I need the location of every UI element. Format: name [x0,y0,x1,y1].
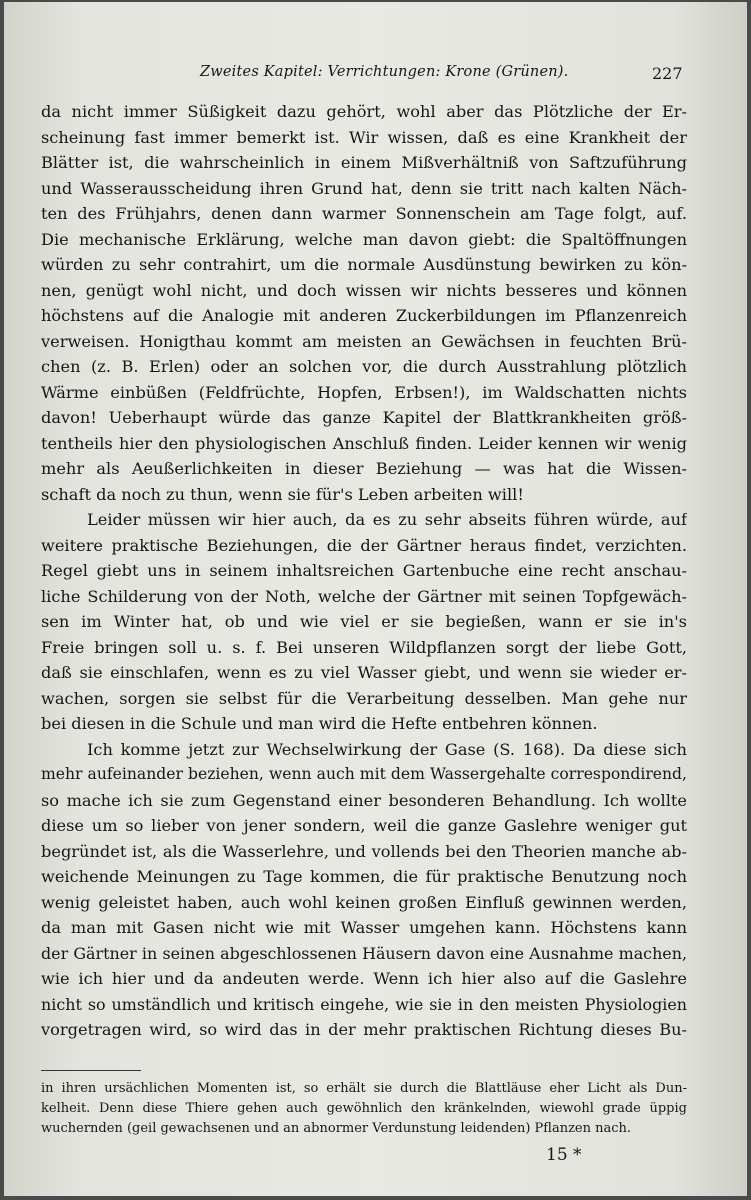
footnote-divider [41,1070,141,1071]
text-line: Leider müssen wir hier auch, da es zu sehr abseits führen würde, auf [87,510,687,529]
text-line: Ich komme jetzt zur Wechselwirkung der Gase (S. 168). Da diese sich [87,739,687,759]
footnote-line: in ihren ursächlichen Momenten ist, so erhält sie durch die Blattläuse eher Licht als Dun- [41,1081,687,1096]
text-line: der Gärtner in seinen abgeschlossenen Häusern davon eine Ausnahme machen, [41,943,687,963]
text-line: tentheils hier den physiologischen Anschluß finden. Leider kennen wir wenig [41,433,687,453]
page-number: 227 [652,64,683,83]
text-line: vorgetragen wird, so wird das in der mehr praktischen Richtung dieses Bu- [41,1020,687,1039]
text-line: wenig geleistet haben, auch wohl keinen großen Einfluß gewinnen werden, [41,892,687,912]
text-line: Freie bringen soll u. s. f. Bei unseren Wildpflanzen sorgt der liebe Gott, [41,637,687,657]
text-line: schaft da noch zu thun, wenn sie für's Leben arbeiten will! [41,484,524,504]
text-line: nen, genügt wohl nicht, und doch wissen wir nichts besseres und können [41,280,687,300]
text-line: ten des Frühjahrs, denen dann warmer Sonnenschein am Tage folgt, auf. [41,204,687,223]
text-line: so mache ich sie zum Gegenstand einer besonderen Behandlung. Ich wollte [41,790,687,810]
text-line: mehr als Aeußerlichkeiten in dieser Beziehung — was hat die Wissen- [41,459,687,478]
text-line: begründet ist, als die Wasserlehre, und vollends bei den Theorien manche ab- [41,841,687,861]
text-line: wie ich hier und da andeuten werde. Wenn ich hier also auf die Gaslehre [41,969,687,988]
text-line: wachen, sorgen sie selbst für die Verarbeitung desselben. Man gehe nur [41,688,687,708]
footnote-line: kelheit. Denn diese Thiere gehen auch gewöhnlich den kränkelnden, wiewohl grade üppig [41,1101,687,1116]
text-line: daß sie einschlafen, wenn es zu viel Wasser giebt, und wenn sie wieder er- [41,663,687,682]
text-line: da man mit Gasen nicht wie mit Wasser umgehen kann. Höchstens kann [41,918,687,937]
text-line: und Wasserausscheidung ihren Grund hat, denn sie tritt nach kalten Näch- [41,178,687,198]
text-line: verweisen. Honigthau kommt am meisten an Gewächsen in feuchten Brü- [41,331,687,351]
text-line: würden zu sehr contrahirt, um die normale Ausdünstung bewirken zu kön- [41,255,687,274]
footnotes [41,1079,687,1139]
text-line: weichende Meinungen zu Tage kommen, die für praktische Benutzung noch [41,867,687,886]
text-line: mehr aufeinander beziehen, wenn auch mit dem Wassergehalte correspondirend, [41,765,687,783]
text-line: weitere praktische Beziehungen, die der Gärtner heraus findet, verzichten. [41,535,687,555]
text-line: höchstens auf die Analogie mit anderen Zuckerbildungen im Pflanzenreich [41,306,687,325]
text-line: sen im Winter hat, ob und wie viel er sie begießen, wann er sie in's [41,612,687,631]
text-line: bei diesen in die Schule und man wird die Hefte entbehren können. [41,714,598,733]
text-line: scheinung fast immer bemerkt ist. Wir wissen, daß es eine Krankheit der [41,127,687,147]
text-line: liche Schilderung von der Noth, welche der Gärtner mit seinen Topfgewäch- [41,586,687,606]
signature-mark: 15 * [546,1145,582,1165]
running-title: Zweites Kapitel: Verrichtungen: Krone (Grünen). [200,64,569,80]
text-line: diese um so lieber von jener sondern, weil die ganze Gaslehre weniger gut [41,816,687,835]
text-line: Blätter ist, die wahrscheinlich in einem Mißverhältniß von Saftzuführung [41,153,687,172]
footnote-line: wuchernden (geil gewachsenen und an abnormer Verdunstung leidenden) Pflanzen nach. [41,1121,632,1136]
text-line: chen (z. B. Erlen) oder an solchen vor, die durch Ausstrahlung plötzlich [41,357,687,376]
text-line: Die mechanische Erklärung, welche man davon giebt: die Spaltöffnungen [41,229,687,249]
body-text [41,99,687,1043]
running-head [4,64,747,86]
text-line: nicht so umständlich und kritisch eingehe, wie sie in den meisten Physiologien [41,994,687,1014]
text-line: da nicht immer Süßigkeit dazu gehört, wohl aber das Plötzliche der Er- [41,102,687,121]
book-page [4,2,747,1196]
text-line: davon! Ueberhaupt würde das ganze Kapitel der Blattkrankheiten größ- [41,408,687,427]
text-line: Wärme einbüßen (Feldfrüchte, Hopfen, Erbsen!), im Waldschatten nichts [41,382,687,402]
text-line: Regel giebt uns in seinem inhaltsreichen Gartenbuche eine recht anschau- [41,561,687,580]
